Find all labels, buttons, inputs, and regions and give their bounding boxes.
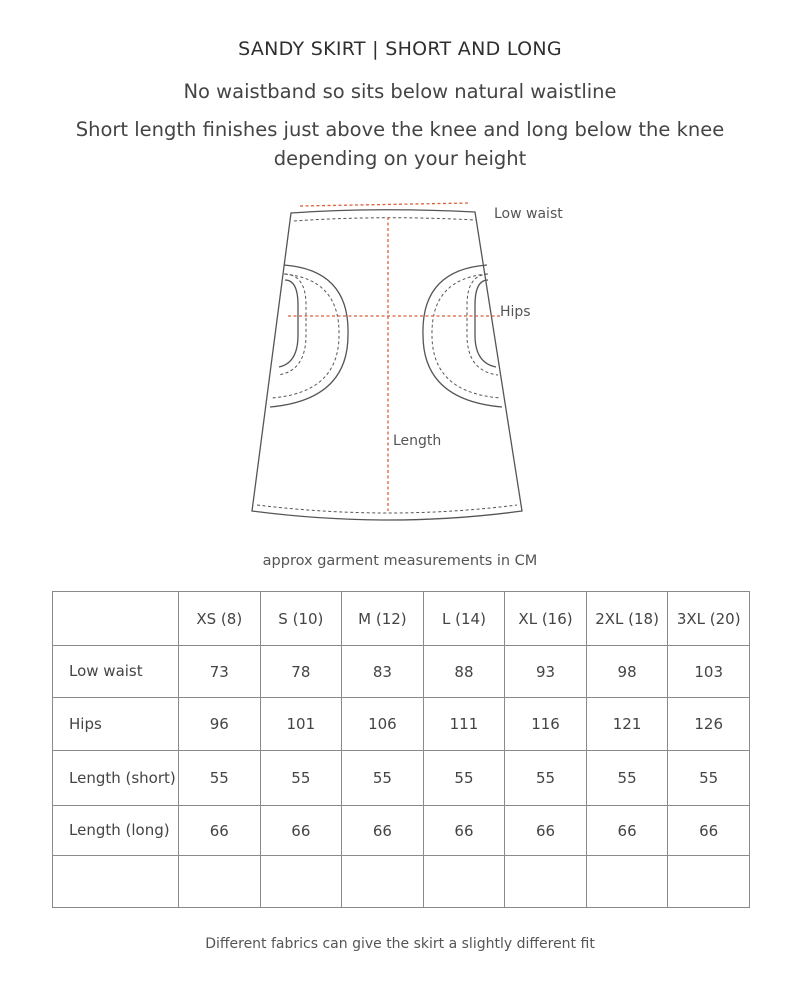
table-cell: 111	[423, 698, 505, 751]
table-cell	[342, 856, 424, 908]
table-cell: 66	[342, 806, 424, 856]
table-cell: 106	[342, 698, 424, 751]
waist-stitch	[294, 218, 476, 221]
description-length-line1: Short length finishes just above the knee and long below the knee	[75, 118, 725, 141]
table-cell: 55	[260, 751, 342, 806]
measurements-caption: approx garment measurements in CM	[262, 553, 538, 569]
table-cell: 66	[586, 806, 668, 856]
table-cell: 66	[668, 806, 750, 856]
table-cell: 93	[505, 646, 587, 698]
table-cell: 103	[668, 646, 750, 698]
row-label	[53, 856, 179, 908]
table-cell: 66	[423, 806, 505, 856]
low-waist-measure-line	[300, 203, 470, 206]
length-label: Length	[393, 433, 442, 449]
low-waist-label: Low waist	[494, 206, 563, 222]
table-cell: 55	[668, 751, 750, 806]
table-cell	[260, 856, 342, 908]
table-cell: 98	[586, 646, 668, 698]
table-cell: 78	[260, 646, 342, 698]
table-cell: 88	[423, 646, 505, 698]
row-label: Length (short)	[53, 751, 179, 806]
table-cell: 55	[179, 751, 261, 806]
size-header-row	[53, 592, 750, 646]
row-label: Low waist	[53, 646, 179, 698]
table-cell: 126	[668, 698, 750, 751]
description-waistband: No waistband so sits below natural waistline	[183, 80, 617, 103]
table-cell: 55	[423, 751, 505, 806]
header-cell: 3XL (20)	[668, 592, 750, 646]
table-row	[53, 856, 750, 908]
left-pocket-opening	[279, 280, 298, 367]
header-cell: L (14)	[423, 592, 505, 646]
hem-stitch	[257, 505, 517, 513]
table-cell: 83	[342, 646, 424, 698]
fit-note: Different fabrics can give the skirt a slightly different fit	[205, 936, 595, 952]
table-cell: 66	[179, 806, 261, 856]
table-cell	[179, 856, 261, 908]
table-cell	[423, 856, 505, 908]
size-table	[52, 591, 750, 908]
table-cell: 116	[505, 698, 587, 751]
table-row	[53, 646, 750, 698]
table-cell: 66	[505, 806, 587, 856]
table-cell: 55	[342, 751, 424, 806]
row-label: Length (long)	[53, 806, 179, 856]
skirt-diagram	[240, 195, 540, 540]
hips-label: Hips	[500, 304, 531, 320]
table-cell: 66	[260, 806, 342, 856]
header-cell: S (10)	[260, 592, 342, 646]
table-cell	[505, 856, 587, 908]
page-title: SANDY SKIRT | SHORT AND LONG	[238, 38, 562, 60]
table-row	[53, 698, 750, 751]
right-pocket-stitch	[432, 274, 501, 398]
header-cell	[53, 592, 179, 646]
header-cell: XL (16)	[505, 592, 587, 646]
table-cell: 73	[179, 646, 261, 698]
table-cell: 55	[586, 751, 668, 806]
description-length-line2: depending on your height	[273, 147, 527, 170]
skirt-outline	[252, 210, 522, 520]
table-cell	[586, 856, 668, 908]
table-row	[53, 806, 750, 856]
header-cell: 2XL (18)	[586, 592, 668, 646]
right-pocket-edge	[423, 265, 502, 407]
table-cell: 96	[179, 698, 261, 751]
table-cell: 101	[260, 698, 342, 751]
table-cell	[668, 856, 750, 908]
row-label: Hips	[53, 698, 179, 751]
description-length	[0, 115, 800, 173]
header-cell: M (12)	[342, 592, 424, 646]
table-cell: 121	[586, 698, 668, 751]
table-cell: 55	[505, 751, 587, 806]
table-row	[53, 751, 750, 806]
header-cell: XS (8)	[179, 592, 261, 646]
